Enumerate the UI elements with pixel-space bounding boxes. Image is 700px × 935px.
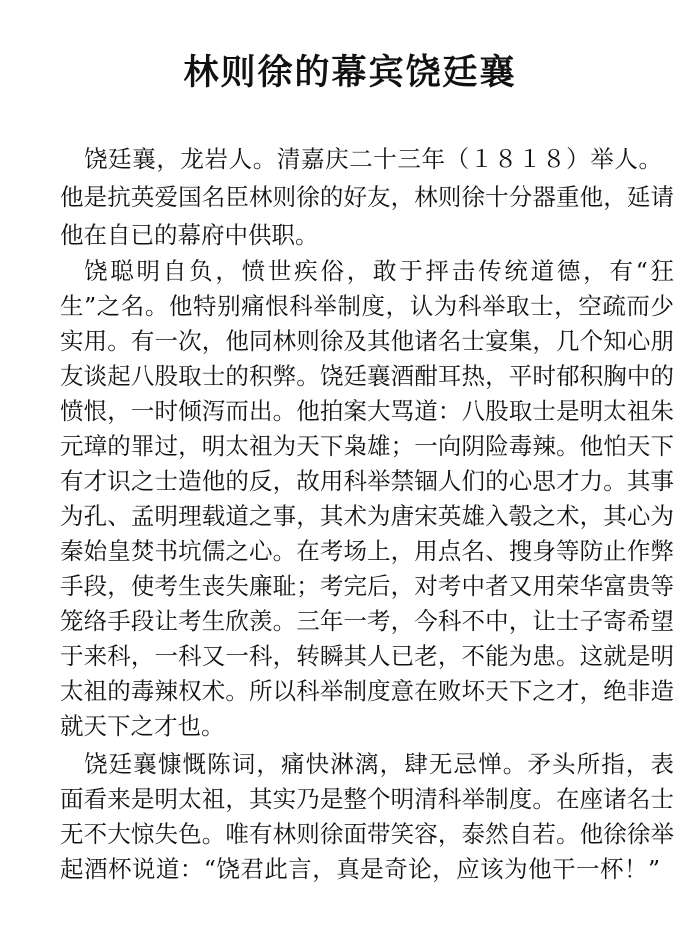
paragraph-2-line-5: 愤恨，一时倾泻而出。他拍案大骂道：八股取士是明太祖朱 bbox=[60, 397, 674, 425]
paragraph-2-line-10: 手段，使考生丧失廉耻；考完后，对考中者又用荣华富贵等 bbox=[60, 572, 674, 600]
paragraph-2-line-11: 笼络手段让考生欣羡。三年一考，今科不中，让士子寄希望 bbox=[60, 607, 674, 635]
paragraph-1-line-3: 他在自已的幕府中供职。 bbox=[60, 221, 319, 249]
paragraph-2-line-3: 实用。有一次，他同林则徐及其他诸名士宴集，几个知心朋 bbox=[60, 327, 674, 355]
paragraph-2-line-7: 有才识之士造他的反，故用科举禁锢人们的心思才力。其事 bbox=[60, 467, 674, 495]
paragraph-2-line-8: 为孔、孟明理载道之事，其术为唐宋英雄入彀之术，其心为 bbox=[60, 502, 674, 530]
paragraph-1-line-1: 饶廷襄，龙岩人。清嘉庆二十三年（１８１８）举人。 bbox=[84, 145, 662, 173]
page-title: 林则徐的幕宾饶廷襄 bbox=[183, 53, 517, 93]
paragraph-3-line-1: 饶廷襄慷慨陈词，痛快淋漓，肆无忌惮。矛头所指，表 bbox=[84, 750, 674, 778]
paragraph-2-line-14: 就天下之才也。 bbox=[60, 712, 225, 740]
paragraph-2-line-4: 友谈起八股取士的积弊。饶廷襄酒酣耳热，平时郁积胸中的 bbox=[60, 362, 674, 390]
paragraph-3-line-3: 无不大惊失色。唯有林则徐面带笑容，泰然自若。他徐徐举 bbox=[60, 820, 674, 848]
paragraph-2-line-2: 生”之名。他特别痛恨科举制度，认为科举取士，空疏而少 bbox=[60, 292, 674, 320]
paragraph-2-line-12: 于来科，一科又一科，转瞬其人已老，不能为患。这就是明 bbox=[60, 642, 674, 670]
paragraph-2-line-13: 太祖的毒辣权术。所以科举制度意在败坏天下之才，绝非造 bbox=[60, 677, 674, 705]
paragraph-2-line-6: 元璋的罪过，明太祖为天下枭雄；一向阴险毒辣。他怕天下 bbox=[60, 432, 674, 460]
paragraph-3-line-4: 起酒杯说道：“饶君此言，真是奇论，应该为他干一杯！” bbox=[60, 855, 660, 883]
paragraph-3-line-2: 面看来是明太祖，其实乃是整个明清科举制度。在座诸名士 bbox=[60, 785, 674, 813]
paragraph-2-line-1: 饶聪明自负，愤世疾俗，敢于抨击传统道德，有“狂 bbox=[84, 257, 674, 285]
paragraph-1-line-2: 他是抗英爱国名臣林则徐的好友，林则徐十分器重他，延请 bbox=[60, 183, 674, 211]
paragraph-2-line-9: 秦始皇焚书坑儒之心。在考场上，用点名、搜身等防止作弊 bbox=[60, 537, 674, 565]
